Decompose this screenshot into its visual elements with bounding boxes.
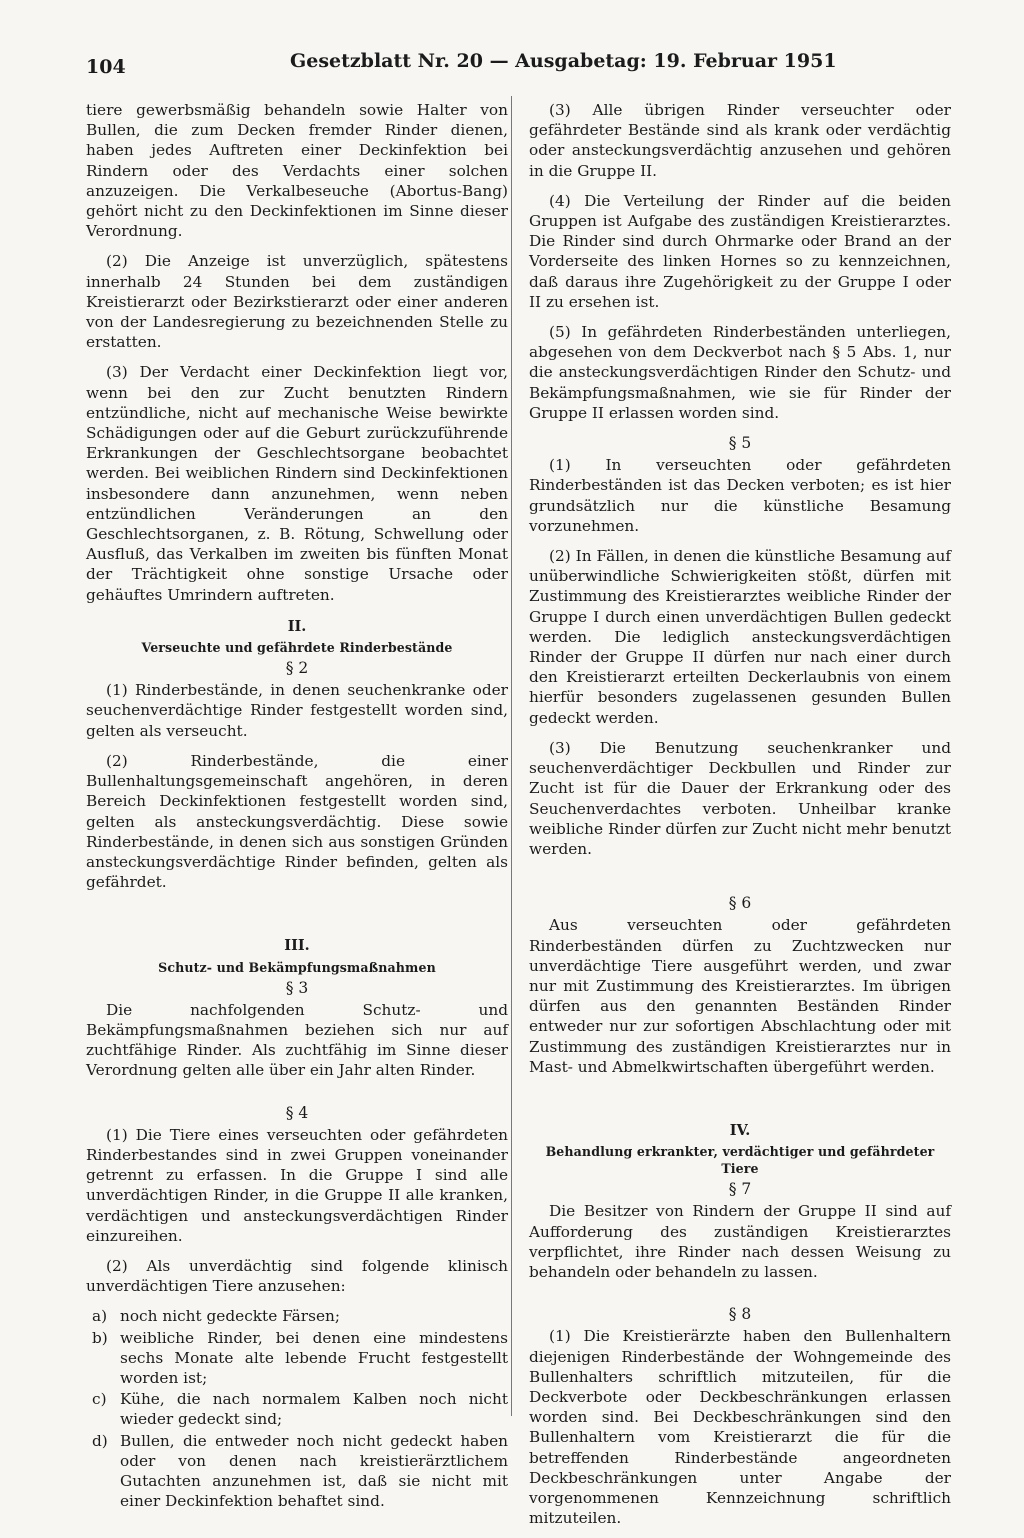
left-column [86, 100, 508, 1515]
list-item [86, 1306, 508, 1326]
section-title-iv: Behandlung erkrankter, verdächtiger und gefährdeter Tiere [545, 1144, 935, 1177]
section-7-paragraph-1: Die Besitzer von Rindern der Gruppe II sind auf Aufforderung des zuständigen Kreistierarztes verpflichtet, ihre Rinder nach dessen Weisung zu behandeln oder behandeln zu lassen. [529, 1202, 951, 1281]
list-text: weibliche Rinder, bei denen eine mindestens sechs Monate alte lebende Frucht festgestellt worden ist; [120, 1328, 508, 1387]
list-text: Kühe, die nach normalem Kalben noch nicht wieder gedeckt sind; [120, 1390, 508, 1429]
paragraph-continued: tiere gewerbsmäßig behandeln sowie Halter von Bullen, die zum Decken fremder Rinder dienen, haben jedes Auftreten einer Deckinfektion bei Rindern oder des Verdachts einer solchen anzuzeigen. Die Verkalbeseuche (Abortus-Bang) gehört nicht zu den Deckinfektionen im Sinne dieser Verordnung. [86, 101, 508, 241]
section-4-paragraph-5: (5) In gefährdeten Rinderbeständen unterliegen, abgesehen von dem Deckverbot nach § 5 Abs. 1, nur die ansteckungsverdächtigen Rinder den Schutz- und Bekämpfungsmaßnahmen, wie sie für Rinder der Gruppe II erlassen worden sind. [529, 323, 951, 422]
list-item [86, 1389, 508, 1429]
section-4-paragraph-3: (3) Alle übrigen Rinder verseuchter oder gefährdeter Bestände sind als krank oder verdächtig oder ansteckungsverdächtig anzusehen und gehören in die Gruppe II. [529, 101, 951, 180]
paragraph-sign-7: § 7 [728, 1180, 752, 1199]
section-title-iii: Schutz- und Bekämpfungsmaßnahmen [158, 959, 436, 975]
paragraph-sign-3: § 3 [285, 978, 309, 997]
paragraph-sign-8: § 8 [728, 1305, 752, 1324]
section-number-iii: III. [284, 937, 310, 955]
page-header [0, 48, 1024, 78]
section-4-paragraph-4: (4) Die Verteilung der Rinder auf die beiden Gruppen ist Aufgabe des zuständigen Kreistierarztes. Die Rinder sind durch Ohrmarke oder Brand an der Vorderseite des linken Hornes so zu kennzeichnen, daß daraus ihre Zugehörigkeit zu der Gruppe I oder II zu ersehen ist. [529, 191, 951, 311]
paragraph-2: (2) Die Anzeige ist unverzüglich, spätestens innerhalb 24 Stunden bei dem zuständigen Kreistierarzt oder Bezirkstierarzt oder einer anderen von der Landesregierung zu bezeichnenden Stelle zu erstatten. [86, 252, 508, 352]
paragraph-sign-5: § 5 [728, 434, 752, 453]
section-4-paragraph-1: (1) Die Tiere eines verseuchten oder gefährdeten Rinderbestandes sind in zwei Gruppen voneinander getrennt zu erfassen. In die Gruppe I sind alle unverdächtigen Rinder, in die Gruppe II alle kranken, verdächtigen und ansteckungsverdächtigen Rinder einzureihen. [86, 1125, 508, 1245]
list-text: Bullen, die entweder noch nicht gedeckt haben oder von denen nach kreistierärztlichem Gutachten anzunehmen ist, daß sie nicht mit einer Deckinfektion behaftet sind. [120, 1431, 508, 1511]
running-title: Gesetzblatt Nr. 20 — Ausgabetag: 19. Februar 1951 [290, 50, 837, 72]
right-column [529, 100, 951, 1538]
paragraph-sign-6: § 6 [728, 894, 752, 913]
page-number: 104 [86, 56, 126, 78]
section-3-paragraph-1: Die nachfolgenden Schutz- und Bekämpfungsmaßnahmen beziehen sich nur auf zuchtfähige Rinder. Als zuchtfähig im Sinne dieser Verordnung gelten alle über ein Jahr alten Rinder. [86, 1000, 508, 1080]
section-8-paragraph-1: (1) Die Kreistierärzte haben den Bullenhaltern diejenigen Rinderbestände der Wohngemeinde des Bullenhalters schriftlich mitzuteilen, für die Deckverbote oder Deckbeschränkungen erlassen worden sind. Bei Deckbeschränkungen sind den Bullenhaltern vom Kreistierarzt die für die betreffenden Rinderbestände angeordneten Deckbeschränkungen unter Angabe der vorgenommenen Kennzeichnung schriftlich mitzuteilen. [529, 1327, 951, 1528]
list-letter: a) [92, 1307, 108, 1326]
section-number-ii: II. [287, 617, 307, 635]
list-item [86, 1431, 508, 1512]
section-6-paragraph-1: Aus verseuchten oder gefährdeten Rinderbeständen dürfen zu Zuchtzwecken nur unverdächtige Tiere ausgeführt werden, und zwar nur mit Zustimmung des Kreistierarztes. Im übrigen dürfen aus den genannten Beständen Rinder entweder nur zur sofortigen Abschlachtung oder mit Zustimmung des zuständigen Kreistierarztes nur in Mast- und Abmelkwirtschaften übergeführt werden. [529, 916, 951, 1076]
section-5-paragraph-2: (2) In Fällen, in denen die künstliche Besamung auf unüberwindliche Schwierigkeiten stößt, dürfen mit Zustimmung des Kreistierarztes weibliche Rinder der Gruppe I durch einen unverdächtigen Bullen gedeckt werden. Die lediglich ansteckungsverdächtigen Rinder der Gruppe II dürfen nur nach einer durch den Kreistierarzt erteilten Deckerlaubnis von einem hierfür besonders zugelassenen gesunden Bullen gedeckt werden. [529, 547, 951, 727]
section-number-iv: IV. [729, 1121, 751, 1139]
list-letter: b) [92, 1328, 108, 1347]
section-title-ii: Verseuchte und gefährdete Rinderbestände [141, 640, 453, 656]
list-letter: d) [92, 1431, 108, 1450]
section-2-paragraph-1: (1) Rinderbestände, in denen seuchenkranke oder seuchenverdächtige Rinder festgestellt worden sind, gelten als verseucht. [86, 681, 508, 740]
list-text: noch nicht gedeckte Färsen; [120, 1307, 341, 1326]
column-divider [511, 96, 512, 1416]
section-4-paragraph-2: (2) Als unverdächtig sind folgende klinisch unverdächtigen Tiere anzusehen: [86, 1256, 508, 1296]
paragraph-3: (3) Der Verdacht einer Deckinfektion liegt vor, wenn bei den zur Zucht benutzten Rindern entzündliche, nicht auf mechanische Weise bewirkte Schädigungen oder auf die Geburt zurückzuführende Erkrankungen der Geschlechtsorgane beobachtet werden. Bei weiblichen Rindern sind Deckinfektionen insbesondere dann anzunehmen, wenn neben entzündlichen Veränderungen an den Geschlechtsorganen, z. B. Rötung, Schwellung oder Ausfluß, das Verkalben im zweiten bis fünften Monat der Trächtigkeit ohne sonstige Ursache oder gehäuftes Umrindern auftreten. [86, 363, 508, 604]
criteria-list [86, 1306, 508, 1511]
section-5-paragraph-3: (3) Die Benutzung seuchenkranker und seuchenverdächtiger Deckbullen und Rinder zur Zucht ist für die Dauer der Erkrankung oder des Seuchenverdachtes verboten. Unheilbar kranke weibliche Rinder dürfen zur Zucht nicht mehr benutzt werden. [529, 738, 951, 858]
section-2-paragraph-2: (2) Rinderbestände, die einer Bullenhaltungsgemeinschaft angehören, in deren Bereich Deckinfektionen festgestellt worden sind, gelten als ansteckungsverdächtig. Diese sowie Rinderbestände, in denen sich aus sonstigen Gründen ansteckungsverdächtige Rinder befinden, gelten als gefährdet. [86, 751, 508, 892]
paragraph-sign-4: § 4 [285, 1103, 309, 1122]
list-letter: c) [92, 1390, 107, 1409]
section-5-paragraph-1: (1) In verseuchten oder gefährdeten Rinderbeständen ist das Decken verboten; es ist hier grundsätzlich nur die künstliche Besamung vorzunehmen. [529, 456, 951, 535]
paragraph-sign-2: § 2 [285, 659, 309, 678]
list-item [86, 1328, 508, 1389]
